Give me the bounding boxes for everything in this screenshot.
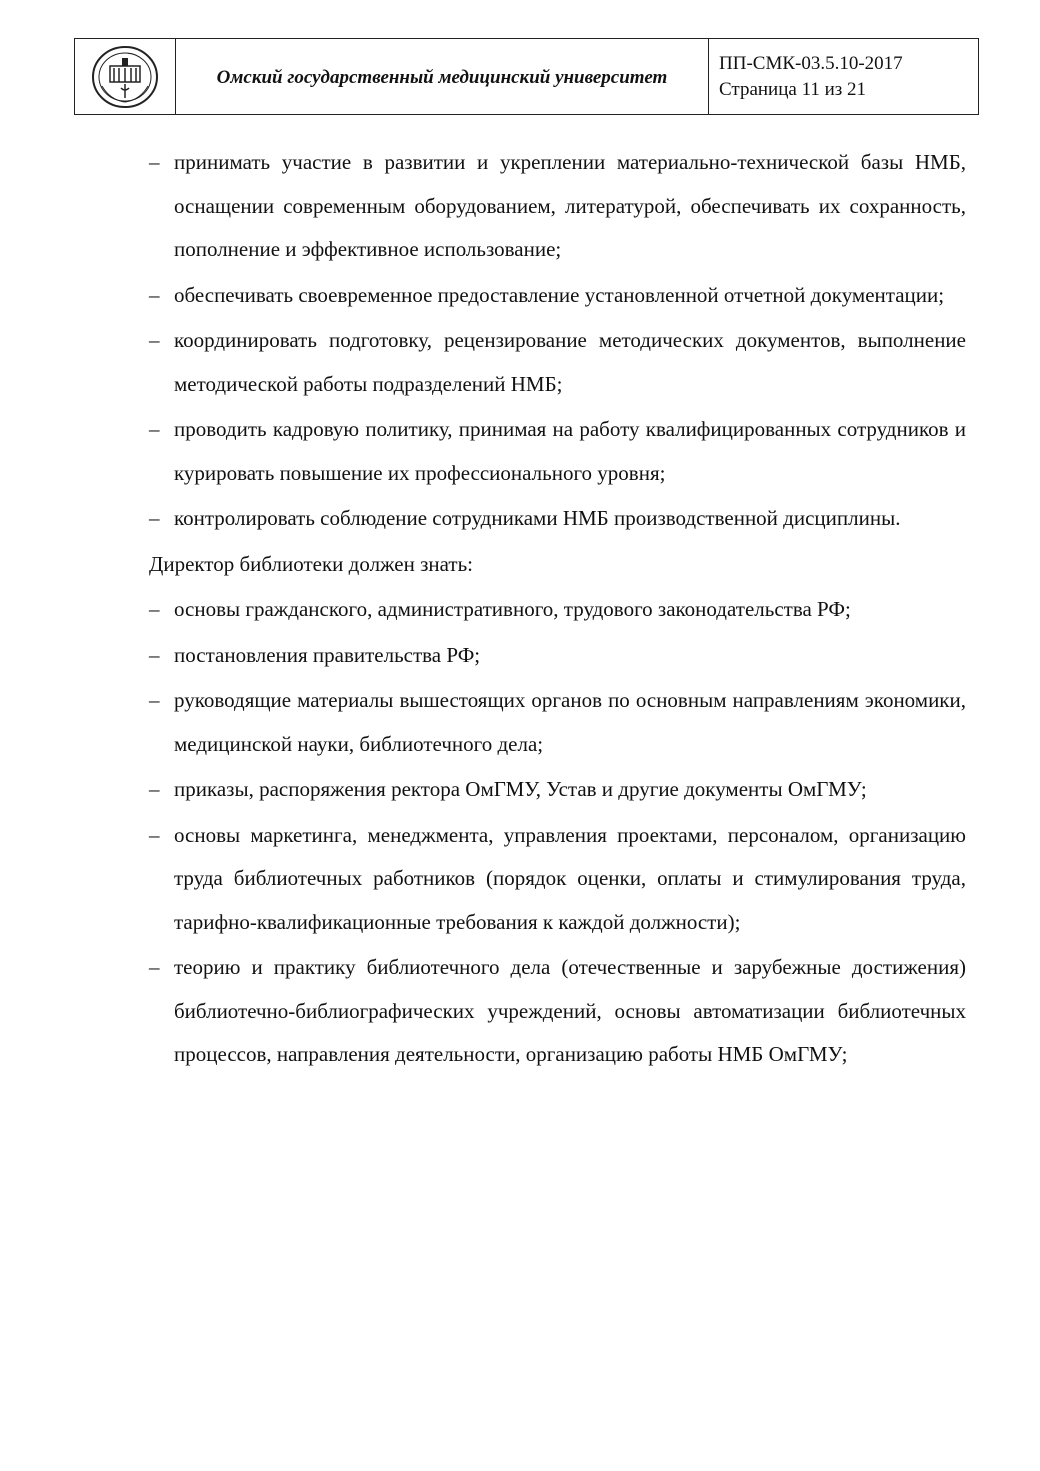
list-item-text: руководящие материалы вышестоящих органов по основным направлениям экономики, медицинской науки, библиотечного дела; [174,688,966,756]
list-item [149,319,966,406]
list-item [149,497,966,541]
knowledge-list [149,588,966,1077]
document-header [74,38,979,115]
list-item [149,141,966,272]
list-item [149,408,966,495]
list-item-text: обеспечивать своевременное предоставление установленной отчетной документации; [174,282,945,307]
university-logo [75,39,176,114]
list-item-text: координировать подготовку, рецензирование методических документов, выполнение методической работы подразделений НМБ; [174,328,966,396]
bullet-dash: – [149,642,160,667]
bullet-dash: – [149,822,160,847]
section-heading: Директор библиотеки должен знать: [149,551,474,576]
bullet-dash: – [149,597,160,621]
bullet-dash: – [149,282,160,307]
list-item-text: постановления правительства РФ; [174,642,481,667]
list-item-text: теорию и практику библиотечного дела (отечественные и зарубежные достижения) библиотечно-библиографических учреждений, основы автоматизации библиотечных процессов, направления деятельности, организацию работы НМБ ОмГМУ; [174,955,966,1066]
page-number: Страница 11 из 21 [719,78,867,100]
list-item-text: основы маркетинга, менеджмента, управления проектами, персоналом, организацию труда библиотечных работников (порядок оценки, оплаты и стимулирования труда, тарифно-квалификационные требования к каждой должности); [174,822,966,934]
duties-list [149,141,966,541]
university-name: Омский государственный медицинский университет [176,39,709,114]
bullet-dash: – [149,506,160,530]
list-item [149,768,966,812]
bullet-dash: – [149,328,160,352]
list-item [149,814,966,945]
list-item [149,679,966,766]
list-item-text: проводить кадровую политику, принимая на работу квалифицированных сотрудников и курировать повышение их профессионального уровня; [174,417,966,485]
bullet-dash: – [149,417,160,441]
bullet-dash: – [149,150,160,174]
list-item-text: основы гражданского, административного, трудового законодательства РФ; [174,597,851,621]
list-item [149,634,966,678]
bullet-dash: – [149,777,160,801]
university-seal-icon [90,44,160,110]
bullet-dash: – [149,688,160,712]
document-code: ПП-СМК-03.5.10-2017 [719,52,903,74]
list-item [149,588,966,632]
list-item-text: контролировать соблюдение сотрудниками НМБ производственной дисциплины. [174,506,901,530]
list-item [149,946,966,1077]
document-body [149,141,966,1079]
list-item-text: принимать участие в развитии и укреплении материально-технической базы НМБ, оснащении современным оборудованием, литературой, обеспечивать их сохранность, пополнение и эффективное использование; [174,150,966,261]
list-item [149,274,966,318]
list-item-text: приказы, распоряжения ректора ОмГМУ, Устав и другие документы ОмГМУ; [174,777,867,801]
bullet-dash: – [149,955,160,979]
document-meta [709,39,978,114]
